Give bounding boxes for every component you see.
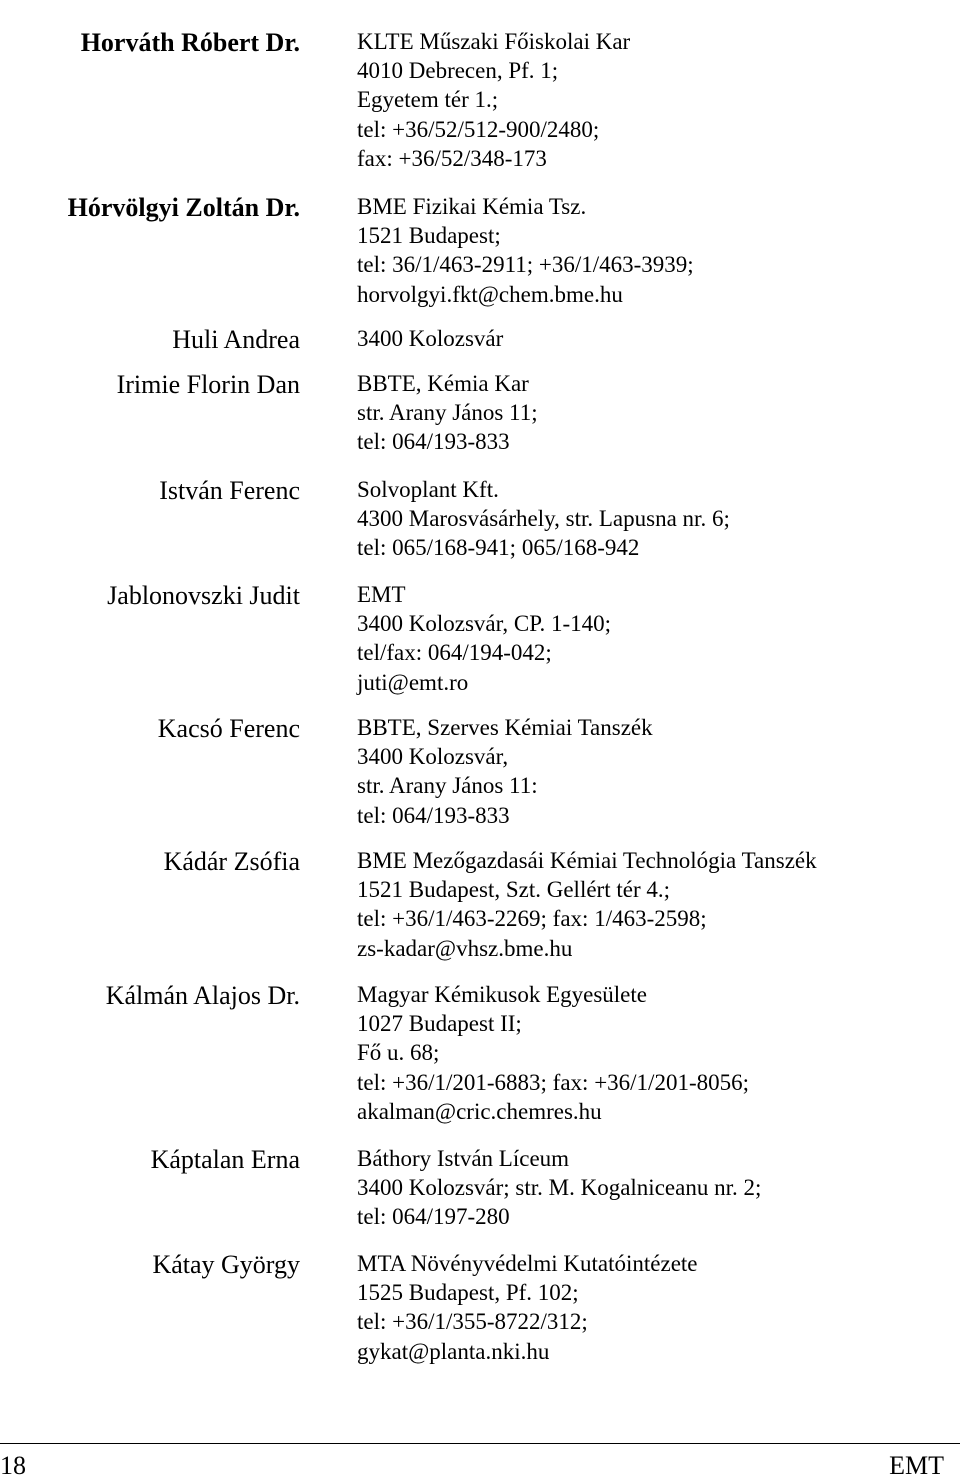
entry-name: Huli Andrea xyxy=(172,325,300,354)
entry-name: Kádár Zsófia xyxy=(163,847,300,876)
detail-line: 1027 Budapest II; xyxy=(357,1011,522,1037)
detail-line: str. Arany János 11; xyxy=(357,400,538,426)
detail-line: 3400 Kolozsvár; str. M. Kogalniceanu nr. 2; xyxy=(357,1175,762,1201)
detail-line: tel: 064/197-280 xyxy=(357,1204,510,1230)
detail-line: Solvoplant Kft. xyxy=(357,477,499,502)
detail-line: BBTE, Kémia Kar xyxy=(357,371,529,396)
entry-details xyxy=(357,980,947,1126)
detail-line: Magyar Kémikusok Egyesülete xyxy=(357,982,647,1007)
entry-name: Kacsó Ferenc xyxy=(157,714,300,743)
detail-line: Fő u. 68; xyxy=(357,1040,440,1066)
detail-line: EMT xyxy=(357,582,406,607)
detail-line: gykat@planta.nki.hu xyxy=(357,1338,550,1364)
footer-rule xyxy=(0,1443,960,1444)
entry-name: Kátay György xyxy=(152,1250,300,1279)
detail-line: tel: +36/1/201-6883; fax: +36/1/201-8056; xyxy=(357,1069,749,1095)
detail-line: 3400 Kolozsvár, xyxy=(357,744,509,770)
detail-line: 1521 Budapest, Szt. Gellért tér 4.; xyxy=(357,877,670,903)
detail-line: KLTE Műszaki Főiskolai Kar xyxy=(357,29,631,54)
detail-line: tel: 064/193-833 xyxy=(357,802,510,828)
detail-line: tel: +36/1/355-8722/312; xyxy=(357,1309,588,1335)
detail-line: zs-kadar@vhsz.bme.hu xyxy=(357,935,573,961)
detail-line: fax: +36/52/348-173 xyxy=(357,145,547,171)
detail-line: str. Arany János 11: xyxy=(357,773,538,799)
entry-details xyxy=(357,713,947,830)
detail-line: tel: +36/52/512-900/2480; xyxy=(357,116,600,142)
entry-details xyxy=(357,846,947,963)
entry-name: Káptalan Erna xyxy=(150,1145,300,1174)
detail-line: 1525 Budapest, Pf. 102; xyxy=(357,1280,579,1306)
entry-details xyxy=(357,192,947,309)
detail-line: tel: +36/1/463-2269; fax: 1/463-2598; xyxy=(357,906,707,932)
entry-details xyxy=(357,27,947,173)
detail-line: tel: 36/1/463-2911; +36/1/463-3939; xyxy=(357,252,694,278)
detail-line: BME Fizikai Kémia Tsz. xyxy=(357,194,587,219)
entry-details xyxy=(357,1144,947,1232)
detail-line: tel/fax: 064/194-042; xyxy=(357,640,552,666)
footer-label: EMT xyxy=(889,1451,944,1480)
entry-name: István Ferenc xyxy=(159,476,300,505)
detail-line: 4300 Marosvásárhely, str. Lapusna nr. 6; xyxy=(357,506,730,532)
detail-line: BME Mezőgazdasái Kémiai Technológia Tanszék xyxy=(357,848,817,873)
entry-name: Kálmán Alajos Dr. xyxy=(105,981,300,1010)
entry-details xyxy=(357,324,947,353)
entry-name: Hórvölgyi Zoltán Dr. xyxy=(67,193,300,222)
detail-line: juti@emt.ro xyxy=(357,669,469,695)
detail-line: 3400 Kolozsvár xyxy=(357,326,504,351)
detail-line: BBTE, Szerves Kémiai Tanszék xyxy=(357,715,653,740)
detail-line: 1521 Budapest; xyxy=(357,223,501,249)
entry-details xyxy=(357,369,947,457)
entry-name: Irimie Florin Dan xyxy=(116,370,300,399)
detail-line: tel: 064/193-833 xyxy=(357,429,510,455)
entry-name: Horváth Róbert Dr. xyxy=(80,28,300,57)
entry-details xyxy=(357,1249,947,1366)
entry-details xyxy=(357,580,947,697)
detail-line: 4010 Debrecen, Pf. 1; xyxy=(357,58,559,84)
entry-details xyxy=(357,475,947,563)
entry-name: Jablonovszki Judit xyxy=(107,581,300,610)
detail-line: akalman@cric.chemres.hu xyxy=(357,1098,602,1124)
detail-line: tel: 065/168-941; 065/168-942 xyxy=(357,535,640,561)
detail-line: Báthory István Líceum xyxy=(357,1146,570,1171)
detail-line: horvolgyi.fkt@chem.bme.hu xyxy=(357,281,623,307)
detail-line: Egyetem tér 1.; xyxy=(357,87,499,113)
detail-line: 3400 Kolozsvár, CP. 1-140; xyxy=(357,611,611,637)
detail-line: MTA Növényvédelmi Kutatóintézete xyxy=(357,1251,698,1276)
page-number: 18 xyxy=(0,1451,26,1480)
